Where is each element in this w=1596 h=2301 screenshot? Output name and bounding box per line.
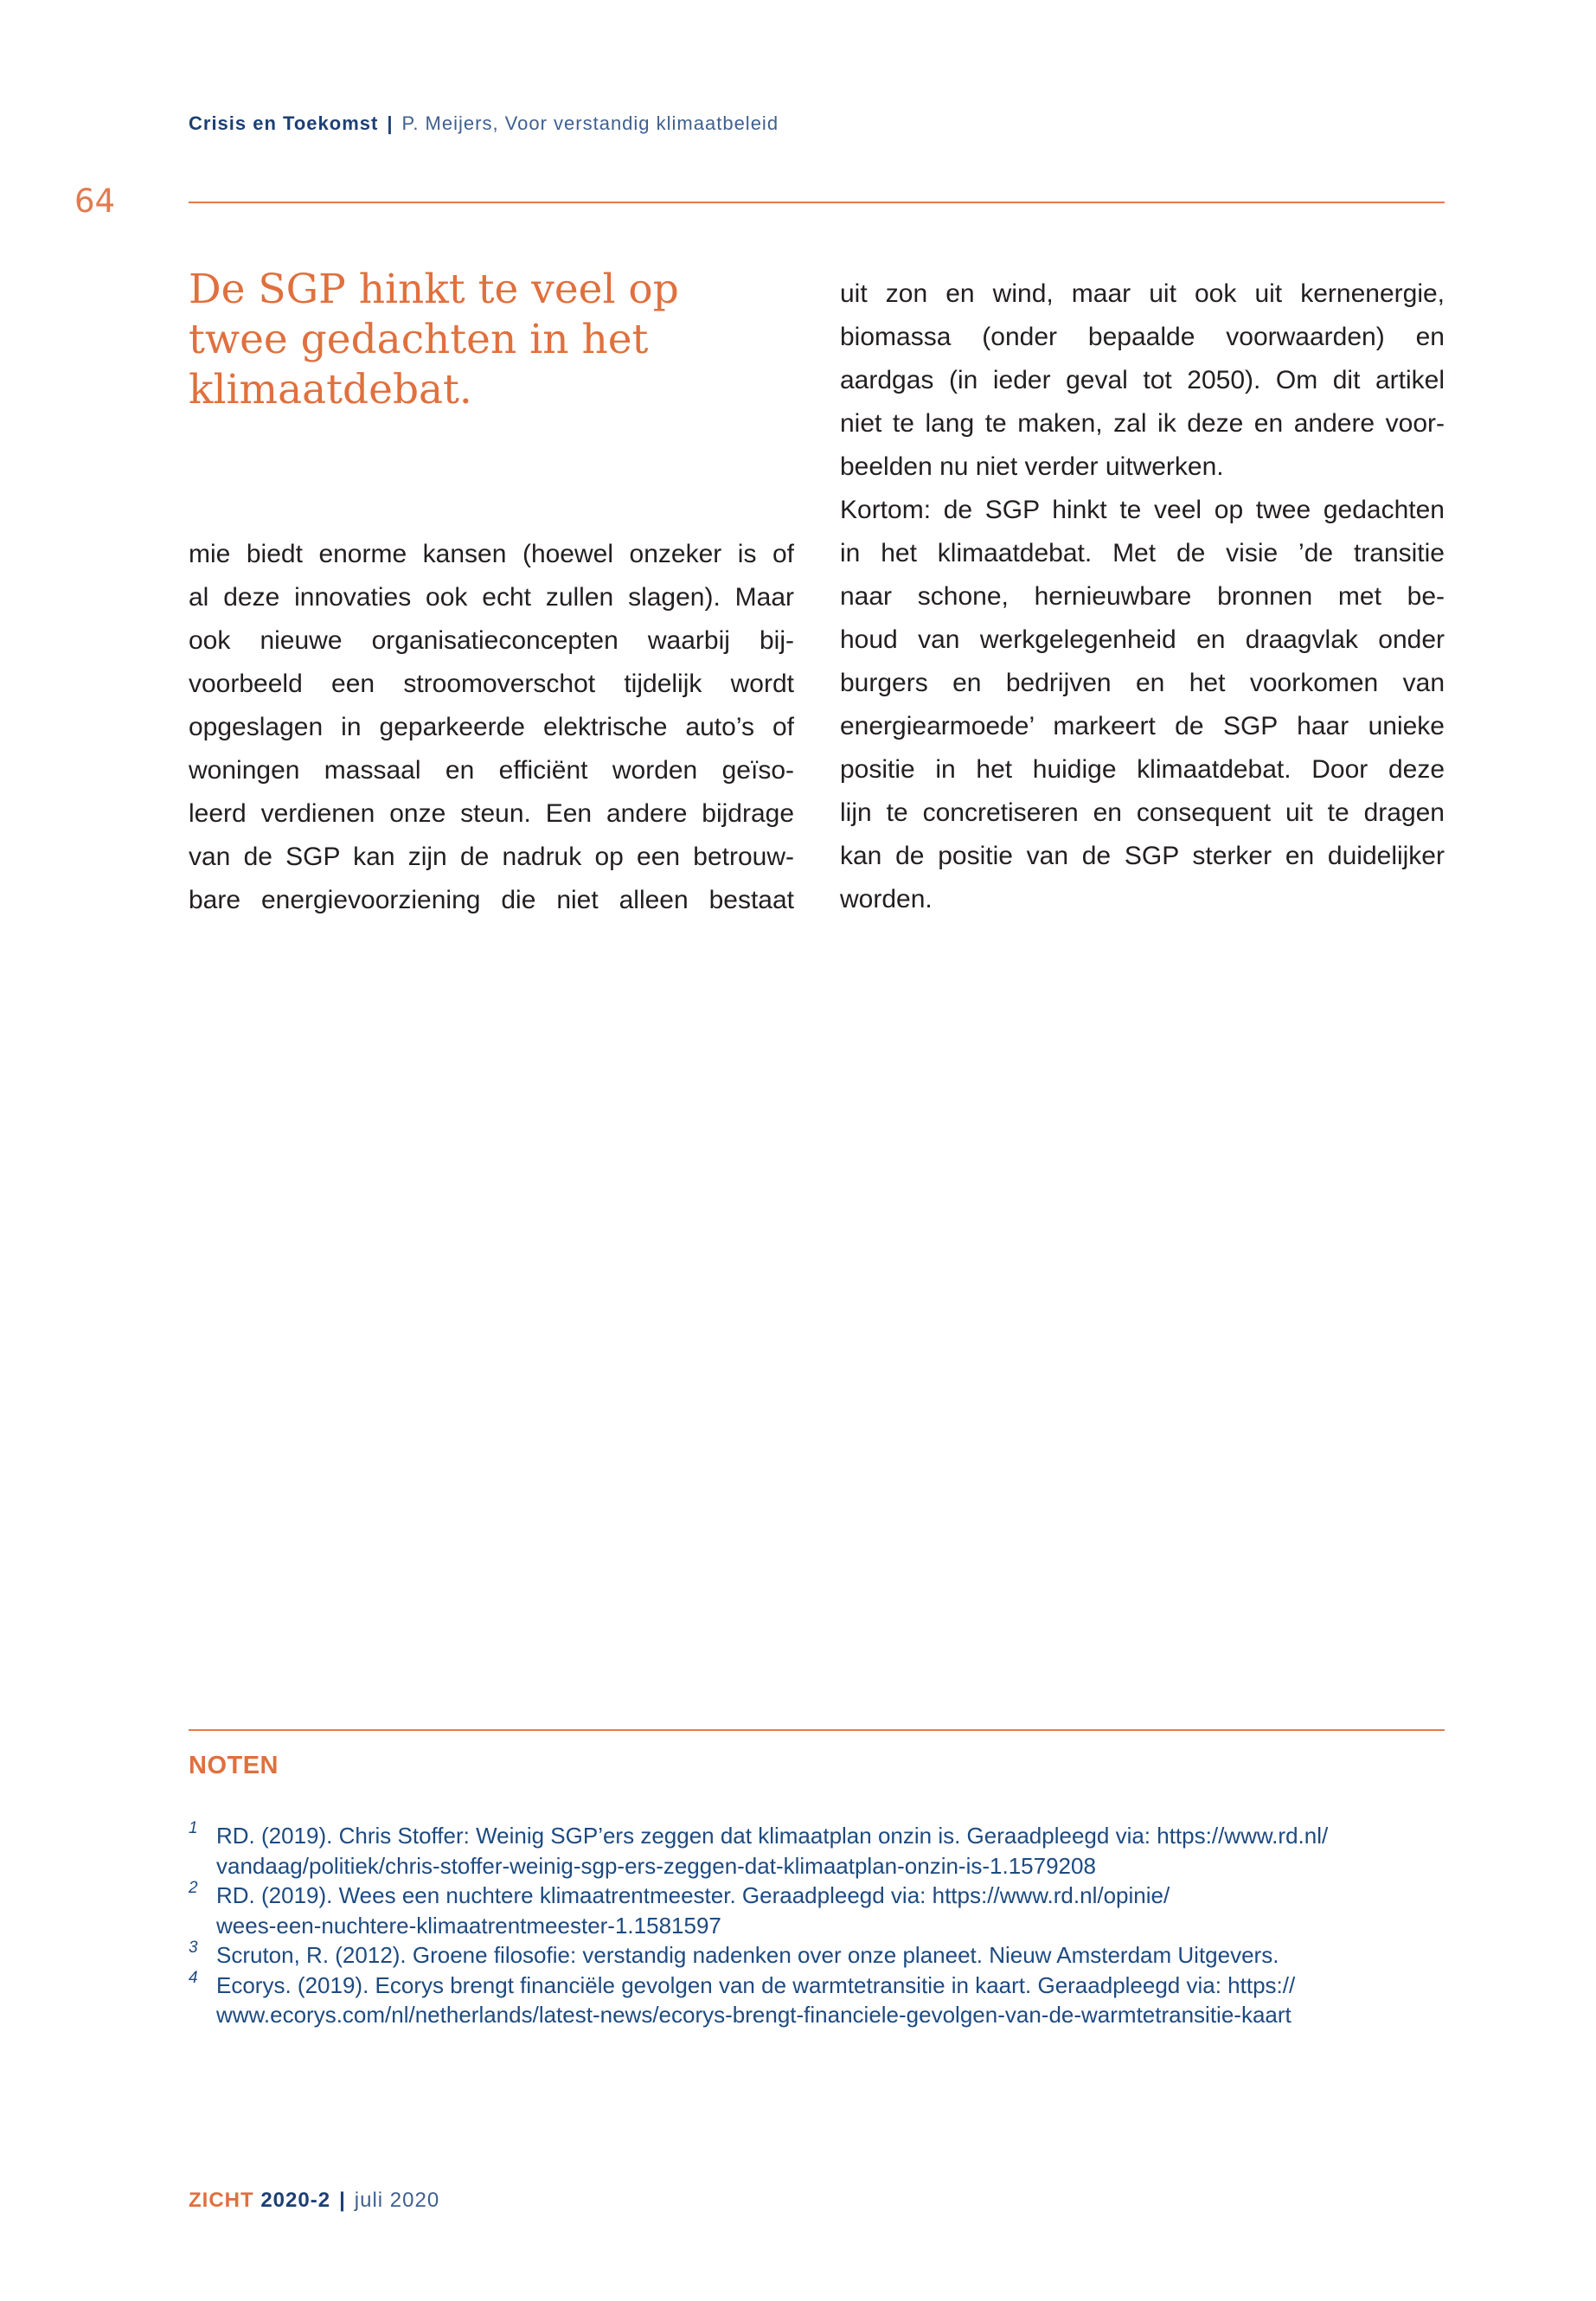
body-line: woningen massaal en efficiënt worden geïso-: [189, 756, 794, 785]
body-line: biomassa (onder bepaalde voorwaarden) en: [840, 323, 1445, 351]
note-text[interactable]: www.ecorys.com/nl/netherlands/latest-news/ecorys-brengt-financiele-gevolgen-van-de-warmtetransitie-kaart: [216, 2002, 1292, 2028]
body-line: burgers en bedrijven en het voorkomen van: [840, 669, 1445, 697]
body-line: van de SGP kan zijn de nadruk op een betrouw-: [189, 843, 794, 871]
note-item: [189, 1940, 1460, 1971]
running-header: [189, 112, 779, 135]
notes-list: [189, 1821, 1460, 2030]
note-item: [189, 1968, 1460, 2030]
note-text[interactable]: wees-een-nuchtere-klimaatrentmeester-1.1581597: [216, 1912, 721, 1939]
pull-quote-line: klimaatdebat.: [189, 366, 472, 413]
note-number: 1: [189, 1819, 198, 1837]
body-line: al deze innovaties ook echt zullen slagen). Maar: [189, 583, 794, 612]
note-text[interactable]: RD. (2019). Chris Stoffer: Weinig SGP’ers zeggen dat klimaatplan onzin is. Geraadpleegd via: https://www.rd.nl/: [216, 1823, 1329, 1849]
note-text[interactable]: Ecorys. (2019). Ecorys brengt financiële gevolgen van de warmtetransitie in kaart. Geraadpleegd via: https://: [216, 1971, 1296, 1998]
body-line: beelden nu niet verder uitwerken.: [840, 452, 1224, 481]
body-line: kan de positie van de SGP sterker en duidelijker: [840, 842, 1445, 870]
body-line: in het klimaatdebat. Met de visie ’de transitie: [840, 539, 1445, 567]
body-line: naar schone, hernieuwbare bronnen met be-: [840, 582, 1445, 611]
note-number: 3: [189, 1939, 198, 1957]
body-column-right: [840, 272, 1445, 921]
notes-divider: [189, 1729, 1445, 1731]
footer-separator: |: [339, 2189, 346, 2212]
body-line: lijn te concretiseren en consequent uit te dragen: [840, 798, 1445, 827]
page-footer: [189, 2189, 439, 2213]
note-number: 4: [189, 1968, 198, 1987]
body-line: energiearmoede’ markeert de SGP haar unieke: [840, 712, 1445, 740]
note-item: [189, 1881, 1460, 1940]
notes-heading: NOTEN: [189, 1752, 279, 1779]
note-text: Scruton, R. (2012). Groene filosofie: verstandig nadenken over onze planeet. Nieuw Amsterdam Uitgevers.: [216, 1942, 1279, 1968]
note-text[interactable]: RD. (2019). Wees een nuchtere klimaatrentmeester. Geraadpleegd via: https://www.rd.nl/opinie/: [216, 1882, 1170, 1908]
body-line: leerd verdienen onze steun. Een andere bijdrage: [189, 799, 794, 828]
top-divider: [189, 202, 1445, 203]
magazine-name: ZICHT: [189, 2189, 254, 2212]
body-column-left: [189, 533, 794, 922]
note-number: 2: [189, 1879, 198, 1897]
pull-quote-line: twee gedachten in het: [189, 316, 649, 363]
page-number: 64: [74, 183, 116, 220]
body-line: ook nieuwe organisatieconcepten waarbij bij-: [189, 626, 794, 655]
issue-number: 2020-2: [260, 2189, 331, 2212]
body-line: worden.: [840, 885, 933, 913]
author-article-title: P. Meijers, Voor verstandig klimaatbeleid: [401, 112, 779, 134]
body-line: niet te lang te maken, zal ik deze en andere voor-: [840, 409, 1445, 438]
body-line: mie biedt enorme kansen (hoewel onzeker is of: [189, 540, 794, 568]
body-line: opgeslagen in geparkeerde elektrische auto’s of: [189, 713, 794, 741]
note-item: [189, 1821, 1460, 1881]
header-separator: |: [387, 112, 394, 134]
body-line: voorbeeld een stroomoverschot tijdelijk wordt: [189, 670, 794, 698]
body-line: bare energievoorziening die niet alleen bestaat: [189, 886, 794, 914]
body-line: positie in het huidige klimaatdebat. Door deze: [840, 755, 1445, 784]
issue-date: juli 2020: [354, 2189, 440, 2212]
pull-quote: [189, 265, 811, 415]
body-line: aardgas (in ieder geval tot 2050). Om dit artikel: [840, 366, 1445, 394]
body-line: uit zon en wind, maar uit ook uit kernenergie,: [840, 279, 1445, 308]
body-line: Kortom: de SGP hinkt te veel op twee gedachten: [840, 496, 1445, 524]
series-title: Crisis en Toekomst: [189, 112, 379, 134]
pull-quote-line: De SGP hinkt te veel op: [189, 266, 679, 313]
note-text[interactable]: vandaag/politiek/chris-stoffer-weinig-sgp-ers-zeggen-dat-klimaatplan-onzin-is-1.1579208: [216, 1852, 1096, 1879]
body-line: houd van werkgelegenheid en draagvlak onder: [840, 625, 1445, 654]
